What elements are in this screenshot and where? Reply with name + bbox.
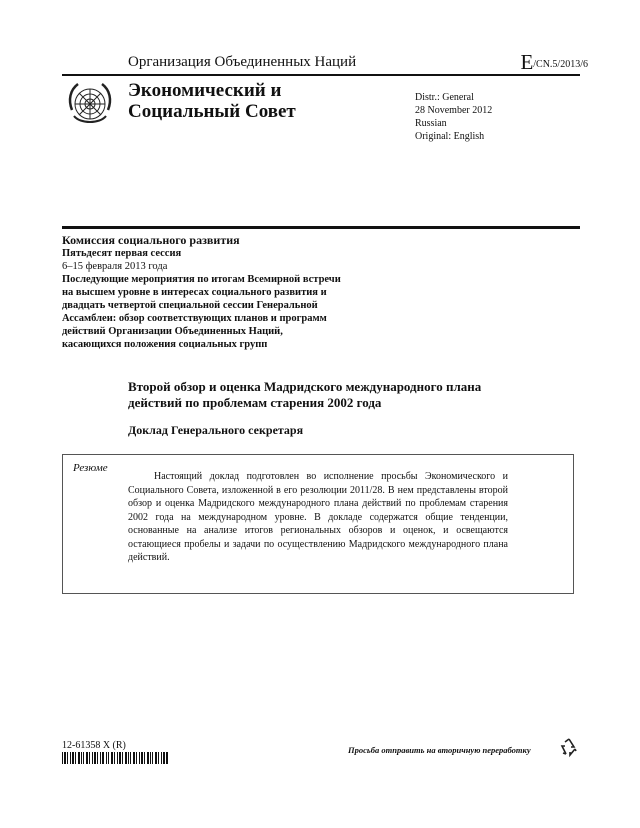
organization-name: Организация Объединенных Наций bbox=[128, 54, 357, 70]
recycle-note: Просьба отправить на вторичную переработку bbox=[348, 745, 531, 755]
barcode-icon bbox=[62, 752, 168, 764]
distr-language: Russian bbox=[415, 118, 447, 129]
document-symbol bbox=[520, 50, 588, 75]
commission-block bbox=[62, 234, 342, 351]
commission-name: Комиссия социального развития bbox=[62, 233, 240, 247]
distribution-block bbox=[415, 91, 492, 143]
distr-date: 28 November 2012 bbox=[415, 105, 493, 116]
commission-agenda: Последующие мероприятия по итогам Всемирной встречи на высшем уровне в интересах социального развития и двадцать четвертой специальной сессии Генеральной Ассамблеи: обзор соответствующих планов и программ действий Организации Объединенных Наций, касающихся положения социальных групп bbox=[62, 274, 341, 350]
symbol-rest: /CN.5/2013/6 bbox=[533, 59, 588, 70]
commission-session: Пятьдесят первая сессия bbox=[62, 248, 182, 259]
middle-rule bbox=[62, 226, 580, 229]
document-title: Второй обзор и оценка Мадридского международного плана действий по проблемам старения 2002 года bbox=[128, 379, 482, 410]
un-emblem-icon bbox=[62, 80, 118, 130]
document-subtitle: Доклад Генерального секретаря bbox=[128, 423, 304, 437]
commission-dates: 6–15 февраля 2013 года bbox=[62, 261, 168, 272]
council-name bbox=[128, 80, 296, 122]
top-rule bbox=[62, 74, 580, 76]
summary-text: Настоящий доклад подготовлен во исполнение просьбы Экономического и Социального Совета, изложенной в его резолюции 2011/28. В нем представлены второй обзор и оценка Мадридского международного плана действий по проблемам старения 2002 года на международном уровне. В докладе содержатся общие тенденции, основанные на анализе итогов региональных обзоров и оценок, и освещаются остающиеся пробелы и задачи по осуществлению Мадридского международного плана действий. bbox=[128, 471, 508, 563]
distr-text: Distr.: General bbox=[415, 92, 474, 103]
summary-label: Резюме bbox=[73, 462, 108, 474]
doc-number: 12-61358 X (R) bbox=[62, 740, 126, 751]
council-line-2: Социальный Совет bbox=[128, 101, 296, 122]
recycle-icon bbox=[558, 736, 580, 758]
council-line-1: Экономический и bbox=[128, 80, 282, 101]
symbol-letter: E bbox=[520, 50, 534, 74]
distr-original: Original: English bbox=[415, 131, 485, 142]
